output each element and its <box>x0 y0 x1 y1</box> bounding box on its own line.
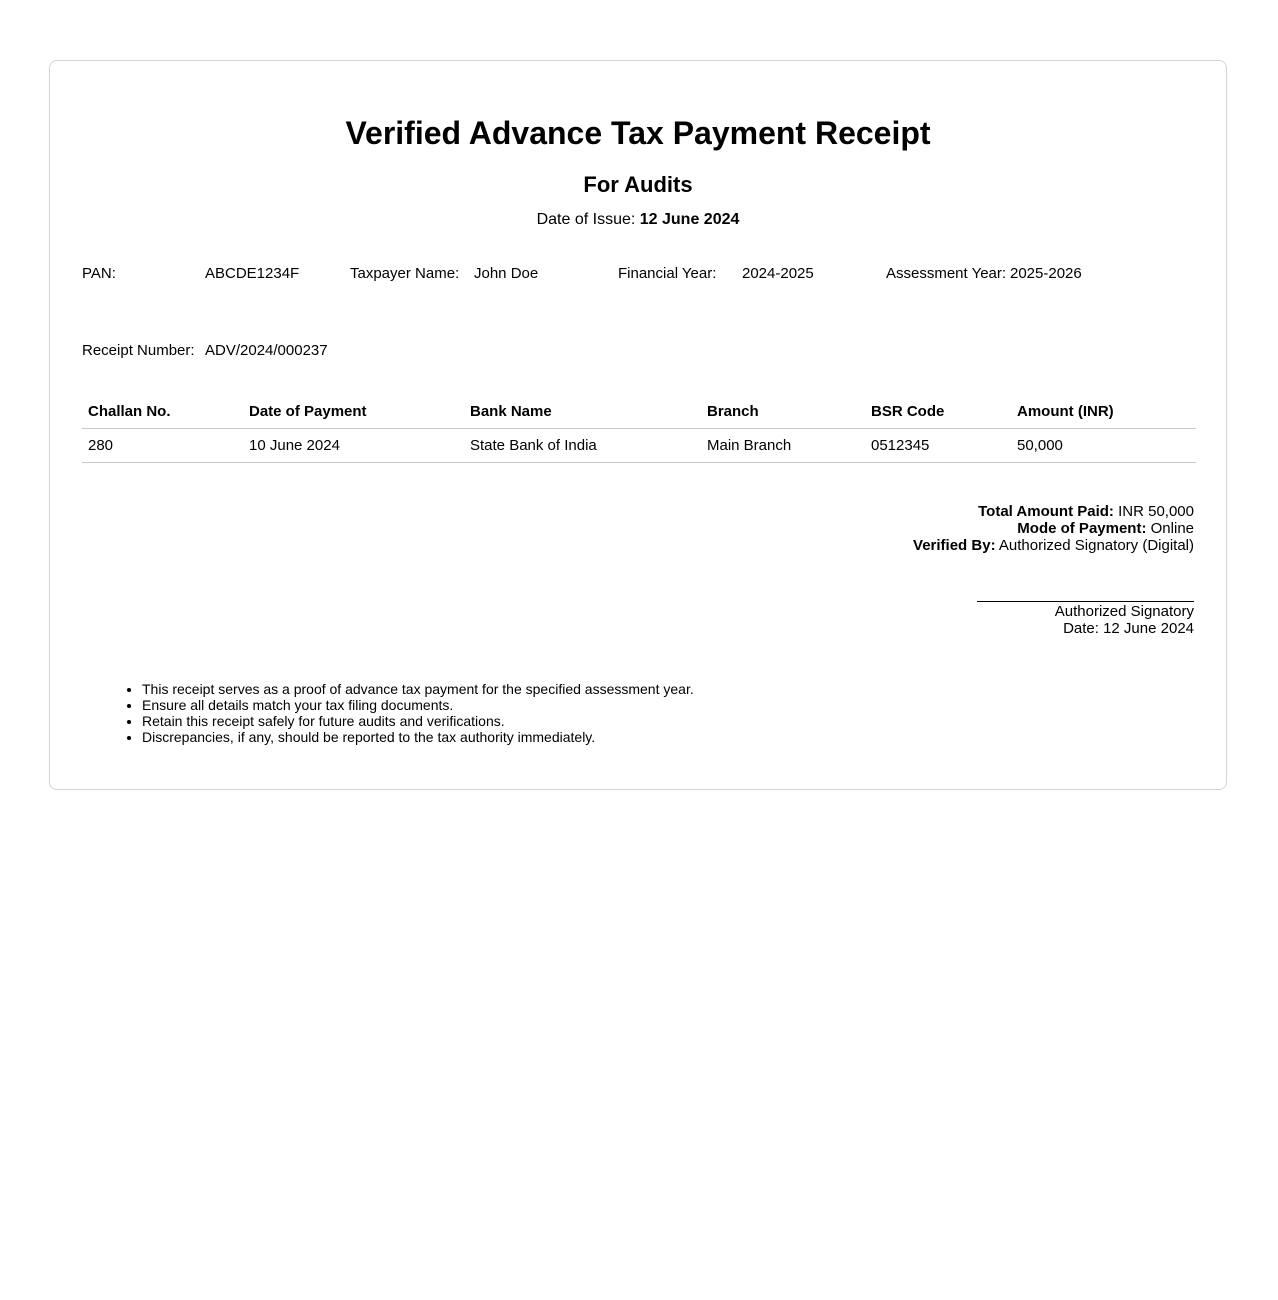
cell-bsr-code: 0512345 <box>865 429 1011 463</box>
table-header-row <box>82 395 1196 429</box>
signature-block <box>977 601 1194 637</box>
header-branch: Branch <box>701 395 865 429</box>
signature-line <box>977 601 1194 602</box>
total-amount-label: Total Amount Paid: <box>978 503 1114 520</box>
verified-by-line <box>913 537 1194 554</box>
taxpayer-name-label: Taxpayer Name: <box>350 265 460 282</box>
receipt-subtitle: For Audits <box>583 172 693 197</box>
header-amount: Amount (INR) <box>1011 395 1196 429</box>
receipt-card <box>49 60 1227 790</box>
pan-label: PAN: <box>82 265 116 282</box>
taxpayer-info-row <box>50 265 1226 283</box>
receipt-number-label: Receipt Number: <box>82 342 195 359</box>
pan-value: ABCDE1234F <box>205 265 300 282</box>
cell-amount: 50,000 <box>1011 429 1196 463</box>
verified-by-value: Authorized Signatory (Digital) <box>998 537 1194 554</box>
signatory-title: Authorized Signatory <box>1054 603 1194 620</box>
list-item: • Ensure all details match your tax filing documents. <box>142 697 694 713</box>
mode-of-payment-line <box>913 520 1194 537</box>
cell-date-of-payment: 10 June 2024 <box>243 429 464 463</box>
mode-of-payment-label: Mode of Payment: <box>1017 520 1147 537</box>
issue-date-value: 12 June 2024 <box>639 211 740 228</box>
total-amount-value: INR 50,000 <box>1118 503 1194 520</box>
cell-bank-name: State Bank of India <box>464 429 701 463</box>
verified-by-label: Verified By: <box>913 537 996 554</box>
mode-of-payment-value: Online <box>1150 520 1194 537</box>
header-bsr-code: BSR Code <box>865 395 1011 429</box>
header-bank-name: Bank Name <box>464 395 701 429</box>
receipt-number-value: ADV/2024/000237 <box>205 342 328 359</box>
list-item: • Discrepancies, if any, should be reported to the tax authority immediately. <box>142 729 694 745</box>
receipt-number-row <box>50 342 1226 360</box>
payment-summary <box>913 503 1194 554</box>
payment-table <box>82 395 1196 463</box>
financial-year-label: Financial Year: <box>618 265 717 282</box>
issue-date-line <box>50 210 1226 230</box>
header-date-of-payment: Date of Payment <box>243 395 464 429</box>
signature-date: Date: 12 June 2024 <box>1063 620 1194 637</box>
assessment-year-label: Assessment Year: <box>886 265 1007 282</box>
table-row <box>82 429 1196 463</box>
list-item: • This receipt serves as a proof of advance tax payment for the specified assessment year. <box>142 681 694 697</box>
receipt-title: Verified Advance Tax Payment Receipt <box>345 115 931 151</box>
assessment-year-value: 2025-2026 <box>1010 265 1082 282</box>
issue-date-label: Date of Issue: <box>536 211 636 228</box>
list-item: • Retain this receipt safely for future audits and verifications. <box>142 713 694 729</box>
total-amount-line <box>913 503 1194 520</box>
cell-challan-no: 280 <box>82 429 243 463</box>
notes-list <box>122 681 694 745</box>
cell-branch: Main Branch <box>701 429 865 463</box>
header-challan-no: Challan No. <box>82 395 243 429</box>
taxpayer-name-value: John Doe <box>474 265 539 282</box>
financial-year-value: 2024-2025 <box>742 265 814 282</box>
